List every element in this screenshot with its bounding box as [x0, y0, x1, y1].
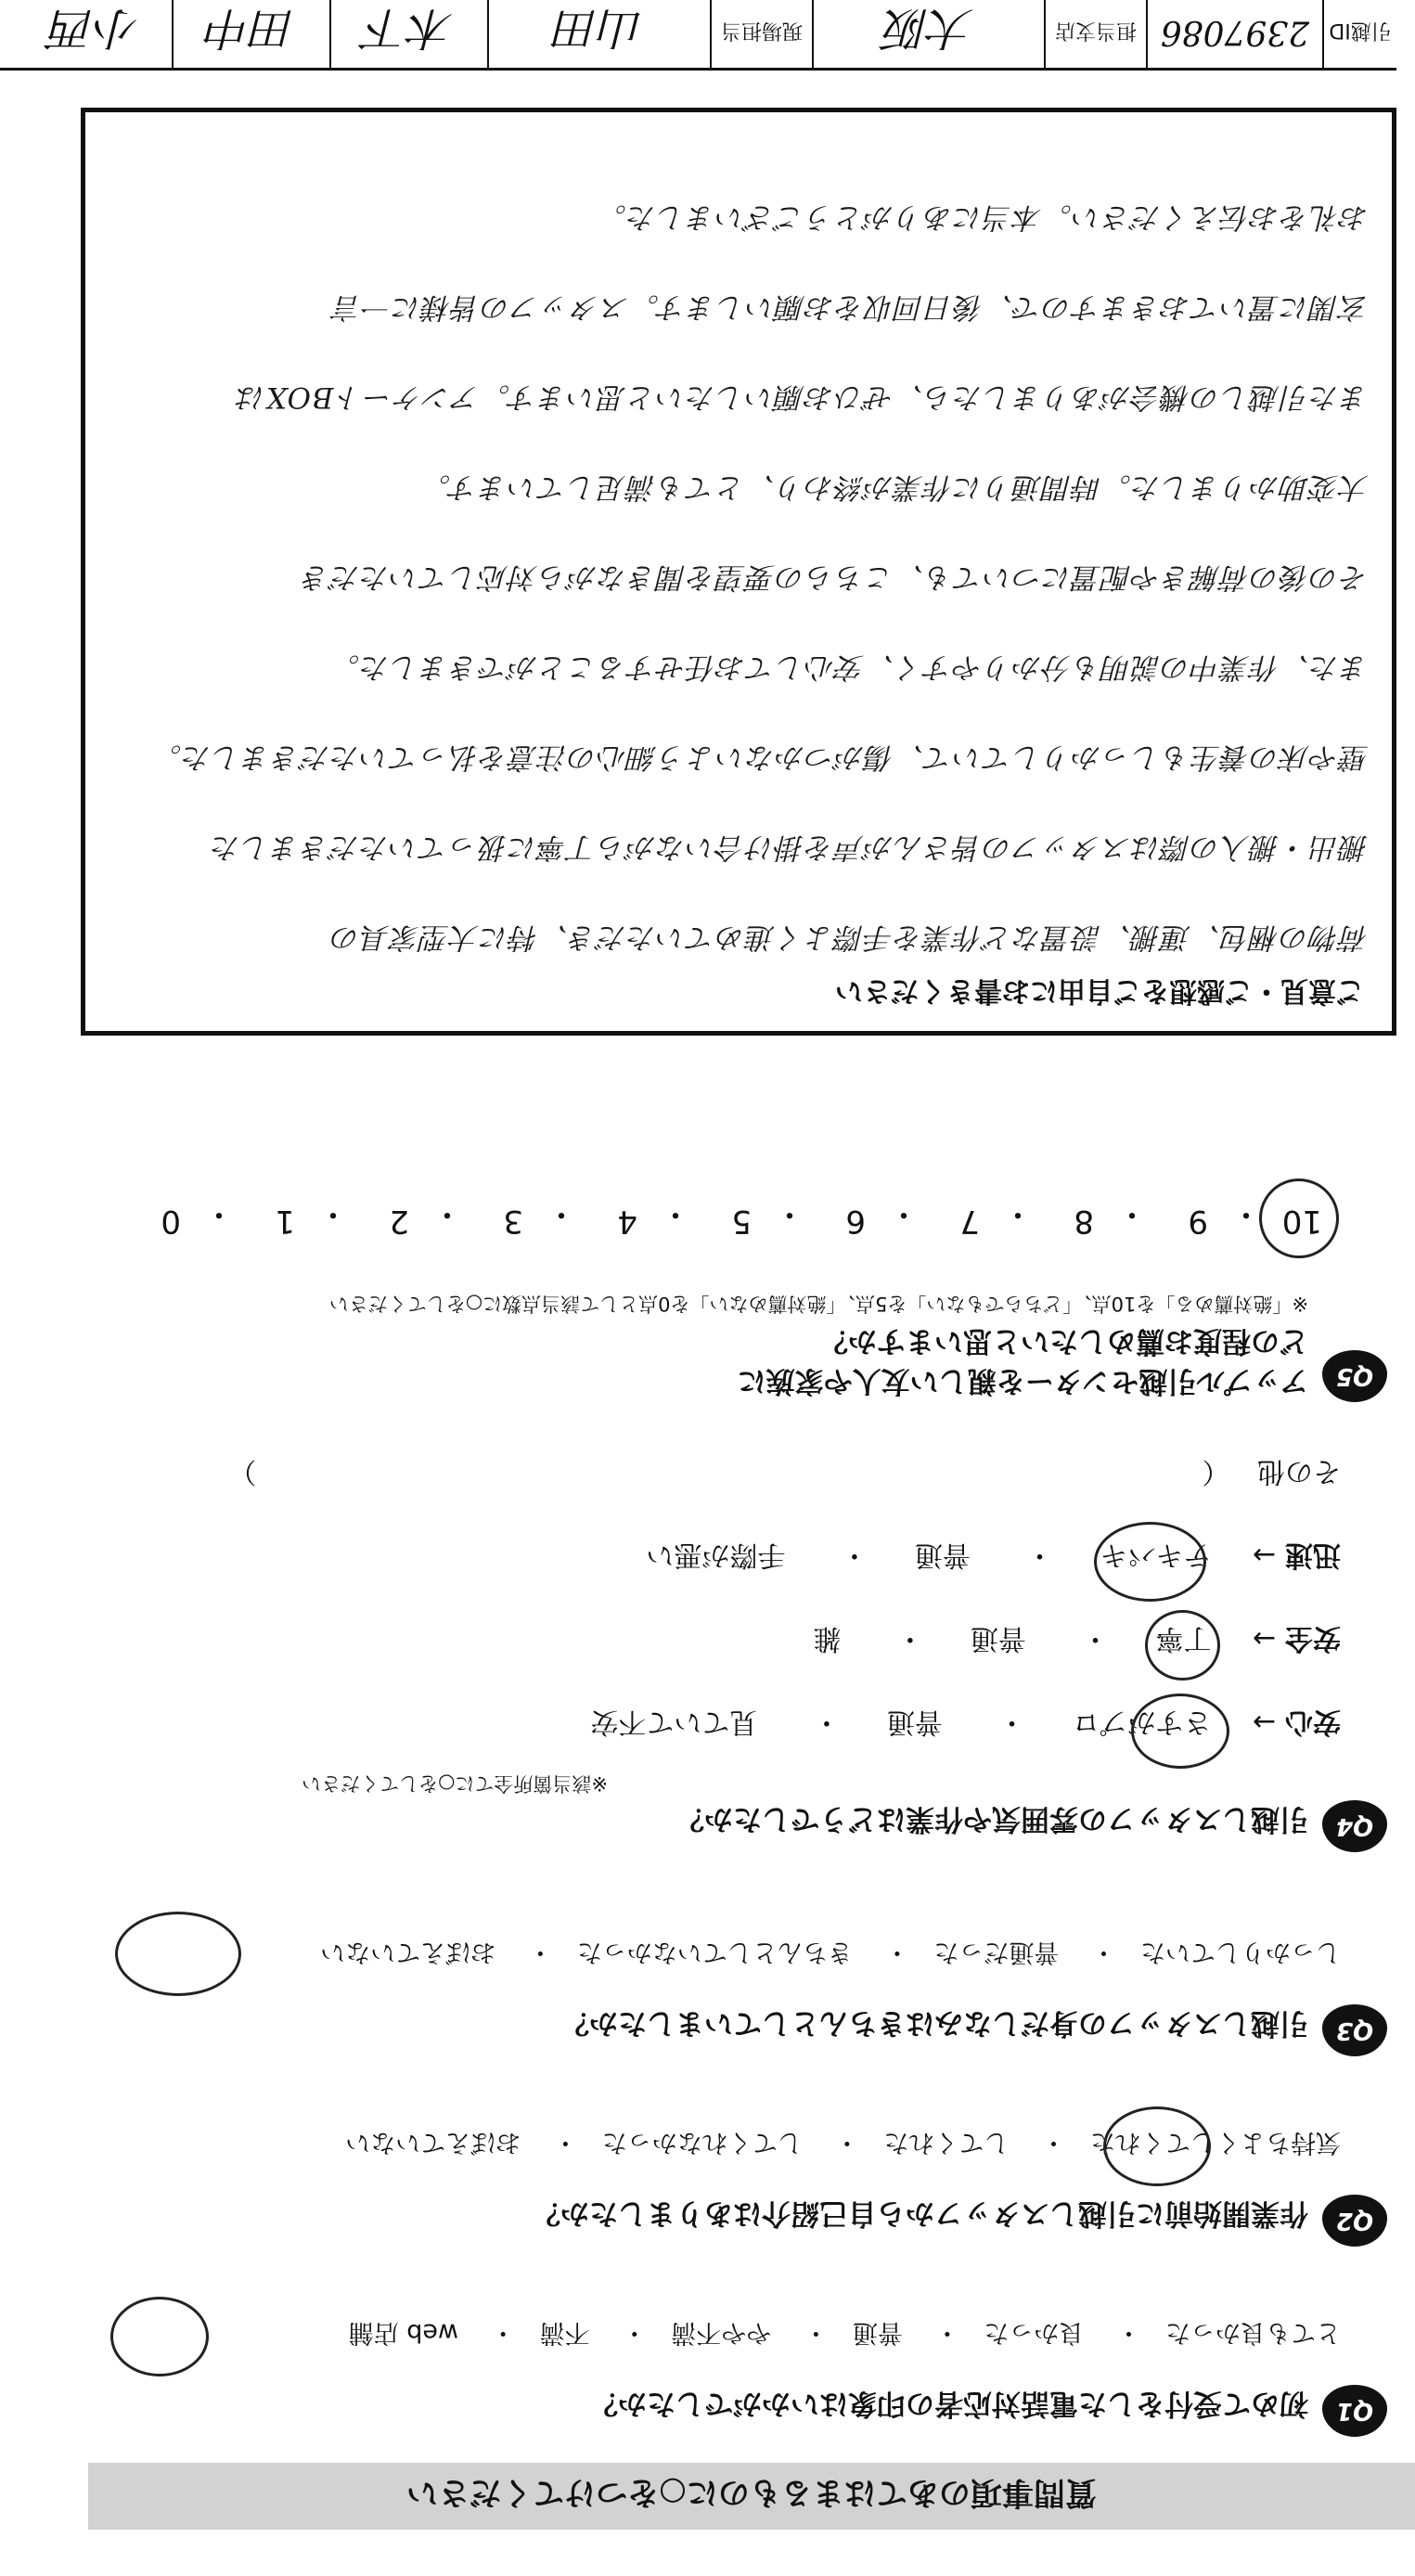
q2-answer-circle — [1103, 2106, 1211, 2186]
q4-question: 引越しスタッフの雰囲気や作業はどうでしたか？ — [675, 1802, 1308, 1835]
comment-line: 壁や床の養生もしっかりしていて、傷がつかないよう細心の注意を払っていただきました。 — [151, 741, 1369, 774]
scale-separator: ・ — [317, 1195, 349, 1232]
q1-option[interactable]: 良かった — [984, 2318, 1085, 2347]
scale-separator: ・ — [1002, 1195, 1034, 1232]
comment-line: また、作業中の説明も分かりやすく、安心してお任せすることができました。 — [329, 650, 1369, 684]
q2-badge: Q2 — [1322, 2195, 1387, 2247]
comment-line: お礼をお伝えください。本当にありがとうございました。 — [597, 200, 1369, 234]
manager-label: 現場担当 — [710, 0, 812, 68]
q4-other-open: （ — [1202, 1455, 1230, 1488]
scale-separator: ・ — [203, 1195, 235, 1232]
q1-badge: Q1 — [1322, 2385, 1387, 2437]
q3-option[interactable]: きちんとしていなかった — [576, 1938, 853, 1966]
q3-options: しっかりしていた・ 普通だった・ きちんとしていなかった・ おぼえていない — [320, 1938, 1341, 1966]
q5-note: ※「絶対薦める」を10点、「どちらでもない」を5点、「絶対薦めない」を0点として該当点数に○をしてください — [328, 1293, 1308, 1315]
q4-option[interactable]: さすがプロ — [1072, 1706, 1212, 1738]
q2-options: 気持ちよくしてくれた・ してくれた・ してくれなかった・ おぼえていない — [345, 2128, 1341, 2157]
q4-other — [228, 1454, 1341, 1495]
q5-score-option[interactable]: 7 — [959, 1203, 980, 1240]
q3-option[interactable]: 普通だった — [933, 1938, 1060, 1966]
scale-separator: ・ — [1230, 1195, 1262, 1232]
q5-score-option[interactable]: 0 — [161, 1203, 181, 1240]
q4-anshin-circle — [1131, 1694, 1229, 1769]
q2-option[interactable]: 気持ちよくしてくれた — [1090, 2128, 1341, 2157]
q5-score-option[interactable]: 8 — [1074, 1203, 1094, 1240]
q4-option[interactable]: 普通 — [886, 1706, 943, 1738]
q4-option[interactable]: 雑 — [813, 1622, 842, 1655]
q4-option[interactable]: テキパキ — [1100, 1539, 1212, 1571]
q3-option[interactable]: おぼえていない — [320, 1938, 496, 1966]
q4-row-label: 安心 — [1285, 1706, 1341, 1738]
manager-value: 山田 — [487, 0, 710, 68]
branch-label: 担当支店 — [1044, 0, 1146, 68]
scale-separator: ・ — [546, 1195, 577, 1232]
q4-option[interactable]: 手際が悪い — [646, 1539, 786, 1571]
q1-question: 初めて受付をした電話対応者の印象はいかがでしたか？ — [589, 2387, 1308, 2420]
comment-line: 搬出・搬入の際はスタッフの皆さんが声を掛け合いながら丁寧に扱っていただきました — [211, 831, 1369, 864]
comment-line: 大変助かりました。時間通りに作業が終わり、とても満足しています。 — [420, 470, 1369, 504]
comment-box[interactable] — [81, 108, 1396, 1036]
q3-badge: Q3 — [1322, 2004, 1387, 2056]
q4-option[interactable]: 見ていて不安 — [590, 1706, 758, 1738]
q2-question: 作業開始前に引越しスタッフから自己紹介はありましたか？ — [532, 2196, 1308, 2230]
signature: 小西 — [50, 2, 140, 55]
comment-lines — [152, 200, 1369, 961]
q5-badge: Q5 — [1322, 1350, 1387, 1402]
comment-line: 玄関に置いておきますので、後日回収をお願いします。スタッフの皆様に一言 — [332, 290, 1369, 324]
q4-row-label: 安全 — [1285, 1622, 1341, 1655]
scale-separator: ・ — [774, 1195, 805, 1232]
q5-score-option[interactable]: 9 — [1188, 1203, 1208, 1240]
q5-question-line1: アップル引越センターを親しい友人や家族に — [737, 1364, 1308, 1397]
comment-line: 荷物の梱包、運搬、設置など作業を手際よく進めていただき、特に大型家具の — [330, 921, 1369, 954]
signature: 田中 — [172, 0, 329, 68]
q1-option[interactable]: とても良かった — [1165, 2318, 1341, 2347]
q5-scale — [67, 1195, 1322, 1240]
q1-option[interactable]: 不満 — [539, 2318, 590, 2347]
q2-option[interactable]: おぼえていない — [345, 2128, 521, 2157]
q5-question-line2: どの程度お薦めしたいと思いますか？ — [819, 1324, 1308, 1358]
q4-row-jinsoku: 迅速→ テキパキ・ 普通・ 手際が悪い — [646, 1538, 1341, 1578]
q5-score-option[interactable]: 10 — [1281, 1203, 1322, 1240]
q2-option[interactable]: してくれなかった — [601, 2128, 803, 2157]
q3-question: 引越しスタッフの身だしなみはきちんとしていましたか？ — [560, 2006, 1308, 2040]
scale-separator: ・ — [660, 1195, 691, 1232]
q4-row-anzen: 安全→ 丁寧・ 普通・ 雑 — [813, 1621, 1341, 1662]
branch-value: 大阪 — [812, 0, 1044, 68]
q4-row-anshin: 安心→ さすがプロ・ 普通・ 見ていて不安 — [590, 1705, 1341, 1745]
q1-option[interactable]: 普通 — [852, 2318, 903, 2347]
q5-score-option[interactable]: 1 — [275, 1203, 295, 1240]
footer-table — [0, 0, 1396, 71]
signature: 木下 — [329, 0, 487, 68]
arrow-icon: → — [1252, 1706, 1276, 1738]
comment-line: また引越しの機会がありましたら、ぜひお願いしたいと思います。アンケートBOXは — [236, 380, 1369, 414]
q1-options: とても良かった・ 良かった・ 普通・ やや不満・ 不満・ web 店舗 — [348, 2318, 1341, 2347]
q4-row-label: 迅速 — [1285, 1539, 1341, 1571]
q5-score-option[interactable]: 3 — [503, 1203, 523, 1240]
q2-option[interactable]: してくれた — [883, 2128, 1010, 2157]
arrow-icon: → — [1252, 1539, 1276, 1571]
q4-option[interactable]: 普通 — [914, 1539, 971, 1571]
header-title: 質問事項のあてはまるものに○をつけてください — [406, 2474, 1097, 2512]
q1-answer-circle — [110, 2297, 209, 2376]
q4-other-close: ） — [228, 1455, 257, 1488]
arrow-icon: → — [1252, 1622, 1276, 1655]
q4-anzen-circle — [1145, 1610, 1220, 1681]
q4-note: ※該当箇所全てに○をしてください — [302, 1772, 608, 1795]
q4-other-label: その他 — [1257, 1455, 1341, 1488]
comment-line: その後の荷解きや配置についても、こちらの要望を聞きながら対応していただき — [300, 560, 1369, 594]
comment-title: ご意見・ご感想をご自由にお書きください — [835, 974, 1364, 1007]
q3-answer-circle — [115, 1912, 241, 1996]
q5-score-option[interactable]: 4 — [617, 1203, 637, 1240]
q4-option[interactable]: 丁寧 — [1155, 1622, 1212, 1655]
scale-separator: ・ — [1116, 1195, 1148, 1232]
q4-badge: Q4 — [1322, 1800, 1387, 1852]
q5-score-option[interactable]: 5 — [731, 1203, 752, 1240]
q5-answer-circle — [1259, 1179, 1339, 1258]
scale-separator: ・ — [888, 1195, 920, 1232]
q5-score-option[interactable]: 6 — [845, 1203, 866, 1240]
scale-separator: ・ — [431, 1195, 463, 1232]
header-bar — [88, 2463, 1415, 2530]
id-label: 引越ID — [1322, 0, 1396, 68]
id-value: 2397086 — [1146, 0, 1322, 68]
q1-option[interactable]: やや不満 — [671, 2318, 772, 2347]
q5-score-option[interactable]: 2 — [389, 1203, 409, 1240]
q4-jinsoku-circle — [1094, 1522, 1206, 1602]
q4-option[interactable]: 普通 — [970, 1622, 1026, 1655]
q3-option[interactable]: しっかりしていた — [1140, 1938, 1341, 1966]
q1-option-web[interactable]: web 店舗 — [348, 2318, 459, 2347]
